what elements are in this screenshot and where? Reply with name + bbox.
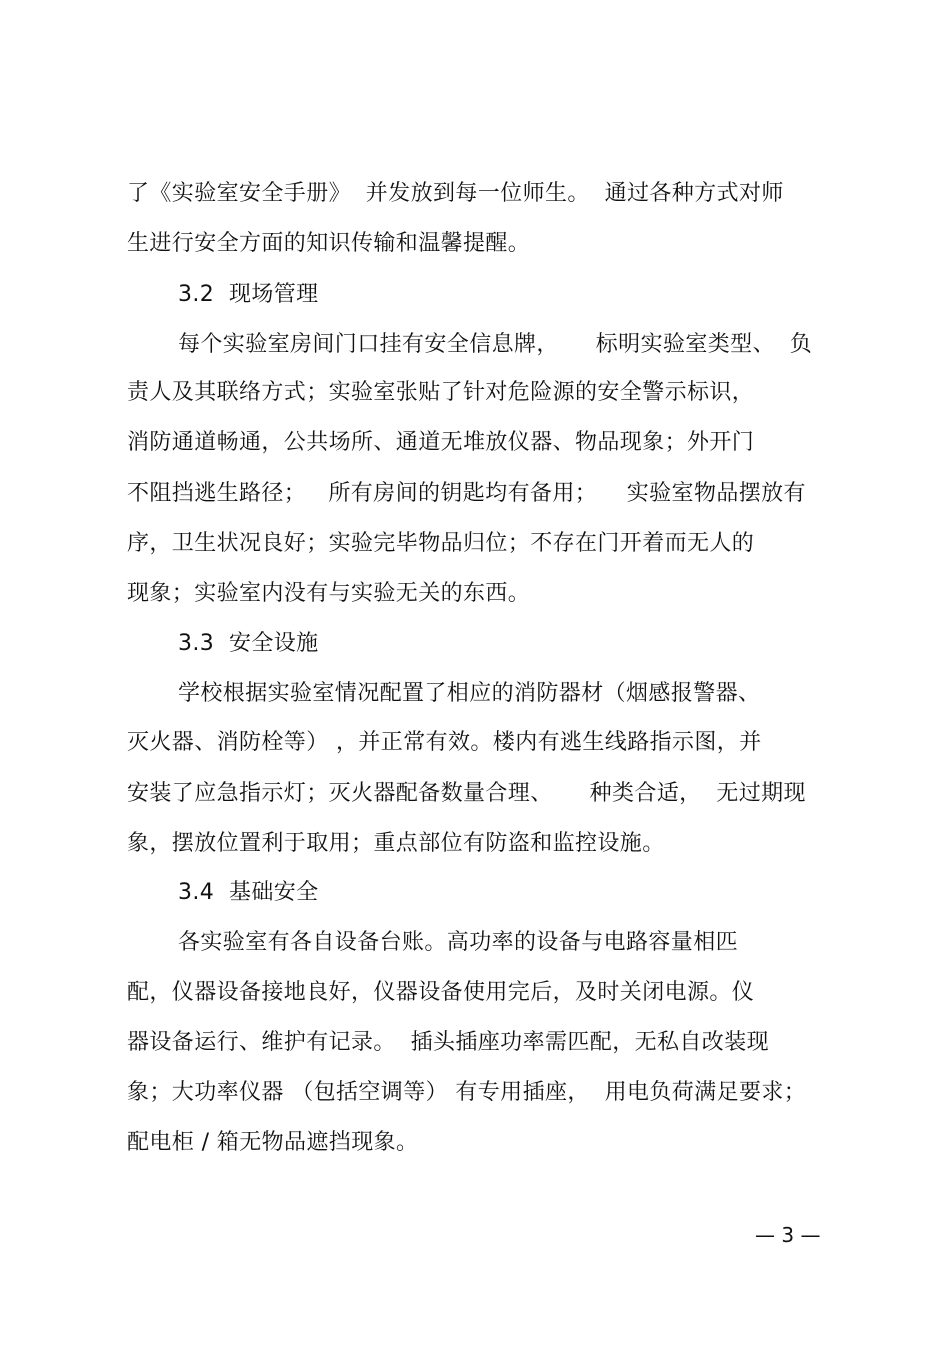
paragraph-line: 灭火器、消防栓等） ，并正常有效。楼内有逃生线路指示图，并 — [127, 730, 762, 755]
paragraph-line: 配电柜 / 箱无物品遮挡现象。 — [127, 1130, 419, 1155]
paragraph-line: 象；大功率仪器 （包括空调等） 有专用插座， 用电负荷满足要求； — [127, 1080, 807, 1105]
section-heading-3-4: 3.4 基础安全 — [178, 880, 319, 905]
paragraph-line: 序，卫生状况良好；实验完毕物品归位；不存在门开着而无人的 — [127, 531, 755, 556]
paragraph-line: 消防通道畅通，公共场所、通道无堆放仪器、物品现象；外开门 — [127, 430, 755, 455]
paragraph-line: 器设备运行、维护有记录。 插头插座功率需匹配，无私自改装现 — [127, 1030, 769, 1055]
paragraph-line: 各实验室有各自设备台账。高功率的设备与电路容量相匹 — [178, 930, 739, 955]
paragraph-line: 责人及其联络方式；实验室张贴了针对危险源的安全警示标识， — [127, 380, 755, 405]
page-number: — 3 — — [755, 1223, 821, 1247]
paragraph-line: 现象；实验室内没有与实验无关的东西。 — [127, 581, 531, 606]
paragraph-line: 每个实验室房间门口挂有安全信息牌， 标明实验室类型、 负 — [178, 332, 813, 357]
paragraph-line: 象，摆放位置利于取用；重点部位有防盗和监控设施。 — [127, 831, 665, 856]
paragraph-line: 安装了应急指示灯；灭火器配备数量合理、 种类合适， 无过期现 — [127, 781, 806, 806]
section-heading-3-2: 3.2 现场管理 — [178, 282, 319, 307]
section-heading-3-3: 3.3 安全设施 — [178, 631, 319, 656]
paragraph-line: 学校根据实验室情况配置了相应的消防器材（烟感报警器、 — [178, 681, 761, 706]
paragraph-line: 了《实验室安全手册》 并发放到每一位师生。 通过各种方式对师 — [127, 181, 784, 206]
paragraph-line: 不阻挡逃生路径； 所有房间的钥匙均有备用； 实验室物品摆放有 — [127, 481, 806, 506]
paragraph-line: 生进行安全方面的知识传输和温馨提醒。 — [127, 231, 531, 256]
paragraph-line: 配，仪器设备接地良好，仪器设备使用完后，及时关闭电源。仪 — [127, 980, 755, 1005]
